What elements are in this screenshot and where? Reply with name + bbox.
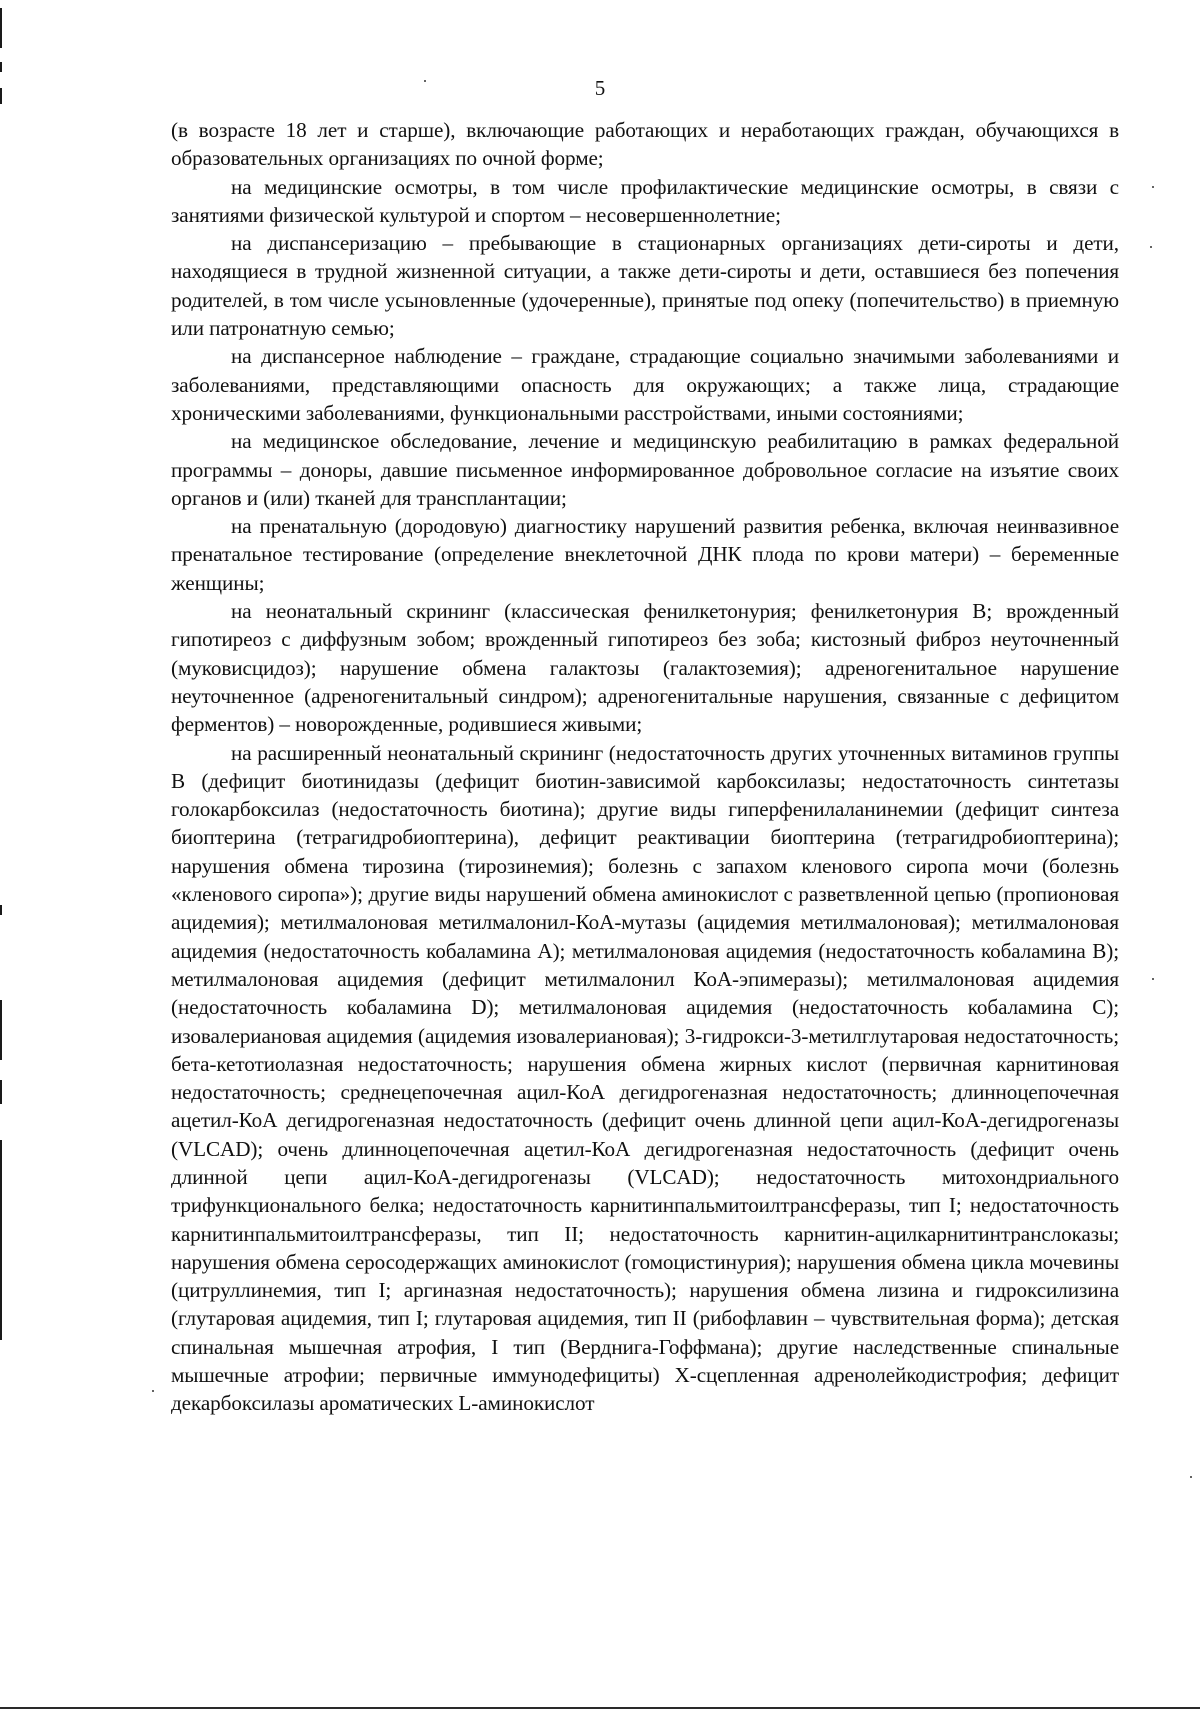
scan-bottom-edge (0, 1707, 1200, 1709)
paragraph-dispanserization: на диспансеризацию – пребывающие в стационарных организациях дети-сироты и дети, находящиеся в трудной жизненной ситуации, а также дети-сироты и дети, оставшиеся без попечения родителей, в том числе усыновленные (удочеренные), принятые под опеку (попечительство) в приемную или патронатную семью; (171, 231, 1119, 341)
paragraph-prenatal-diagnostics: на пренатальную (дородовую) диагностику нарушений развития ребенка, включая неинвазивное пренатальное тестирование (определение внеклеточной ДНК плода по крови матери) – беременные женщины; (171, 514, 1119, 595)
scan-edge-mark (0, 1140, 2, 1340)
scan-edge-mark (0, 1000, 2, 1060)
paragraph-donors: на медицинское обследование, лечение и медицинскую реабилитацию в рамках федеральной программы – доноры, давшие письменное информированное добровольное согласие на изъятие своих органов и (или) тканей для трансплантации; (171, 429, 1119, 510)
document-body (171, 116, 1119, 1418)
paragraph-medical-exams: на медицинские осмотры, в том числе профилактические медицинские осмотры, в связи с занятиями физической культурой и спортом – несовершеннолетние; (171, 174, 1119, 227)
scan-edge-mark (0, 905, 2, 915)
paragraph-dispensary-observation: на диспансерное наблюдение – граждане, страдающие социально значимыми заболеваниями и заболеваниями, представляющими опасность для окружающих; а также лица, страдающие хроническими заболеваниями, функциональными расстройствами, иными состояниями; (171, 344, 1119, 425)
paragraph-continuation: (в возрасте 18 лет и старше), включающие работающих и неработающих граждан, обучающихся в образовательных организациях по очной форме; (171, 118, 1119, 171)
scan-edge-mark (0, 1080, 2, 1104)
paragraph-neonatal-screening: на неонатальный скрининг (классическая фенилкетонурия; фенилкетонурия В; врожденный гипотиреоз с диффузным зобом; врожденный гипотиреоз без зоба; кистозный фиброз неуточненный (муковисцидоз); нарушение обмена галактозы (галактоземия); адреногенитальное нарушение неуточненное (адреногенитальный синдром); адреногенитальные нарушения, связанные с дефицитом ферментов) – новорожденные, родившиеся живыми; (171, 599, 1119, 737)
scan-speck (1152, 186, 1154, 188)
scan-speck (152, 1390, 154, 1392)
scan-speck (1152, 978, 1154, 980)
scan-edge-mark (0, 62, 2, 72)
scan-speck (1150, 246, 1152, 248)
page-number: 5 (594, 76, 606, 100)
scan-speck (424, 80, 426, 82)
paragraph-extended-neonatal-screening: на расширенный неонатальный скрининг (недостаточность других уточненных витаминов группы В (дефицит биотинидазы (дефицит биотин-зависимой карбоксилазы; недостаточность синтетазы голокарбоксилаз (недостаточность биотина); другие виды гиперфенилаланинемии (дефицит синтеза биоптерина (тетрагидробиоптерина), дефицит реактивации биоптерина (тетрагидробиоптерина); нарушения обмена тирозина (тирозинемия); болезнь с запахом кленового сиропа мочи (болезнь «кленового сиропа»); другие виды нарушений обмена аминокислот с разветвленной цепью (пропионовая ацидемия); метилмалоновая метилмалонил-КоА-мутазы (ацидемия метилмалоновая); метилмалоновая ацидемия (недостаточность кобаламина А); метилмалоновая ацидемия (недостаточность кобаламина В); метилмалоновая ацидемия (дефицит метилмалонил КоА-эпимеразы); метилмалоновая ацидемия (недостаточность кобаламина D); метилмалоновая ацидемия (недостаточность кобаламина С); изовалериановая ацидемия (ацидемия изовалериановая); 3-гидрокси-3-метилглутаровая недостаточность; бета-кетотиолазная недостаточность; нарушения обмена жирных кислот (первичная карнитиновая недостаточность; среднецепочечная ацил-КоА дегидрогеназная недостаточность; длинноцепочечная ацетил-КоА дегидрогеназная недостаточность (дефицит очень длинной цепи ацил-КоА-дегидрогеназы (VLCAD); очень длинноцепочечная ацетил-КоА дегидрогеназная недостаточность (дефицит очень длинной цепи ацил-КоА-дегидрогеназы (VLCAD); недостаточность митохондриального трифункционального белка; недостаточность карнитинпальмитоилтрансферазы, тип I; недостаточность карнитинпальмитоилтрансферазы, тип II; недостаточность карнитин-ацилкарнитинтранслоказы; нарушения обмена серосодержащих аминокислот (гомоцистинурия); нарушения обмена цикла мочевины (цитруллинемия, тип I; аргиназная недостаточность); нарушения обмена лизина и гидроксилизина (глутаровая ацидемия, тип I; глутаровая ацидемия, тип II (рибофлавин – чувствительная форма); детская спинальная мышечная атрофия, I тип (Верднига-Гоффмана); другие наследственные спинальные мышечные атрофии; первичные иммунодефициты) Х-сцепленная адренолейкодистрофия; дефицит декарбоксилазы ароматических L-аминокислот (171, 740, 1119, 1416)
scan-edge-mark (0, 88, 2, 104)
scan-speck (1190, 1476, 1192, 1478)
scan-edge-mark (0, 8, 2, 48)
